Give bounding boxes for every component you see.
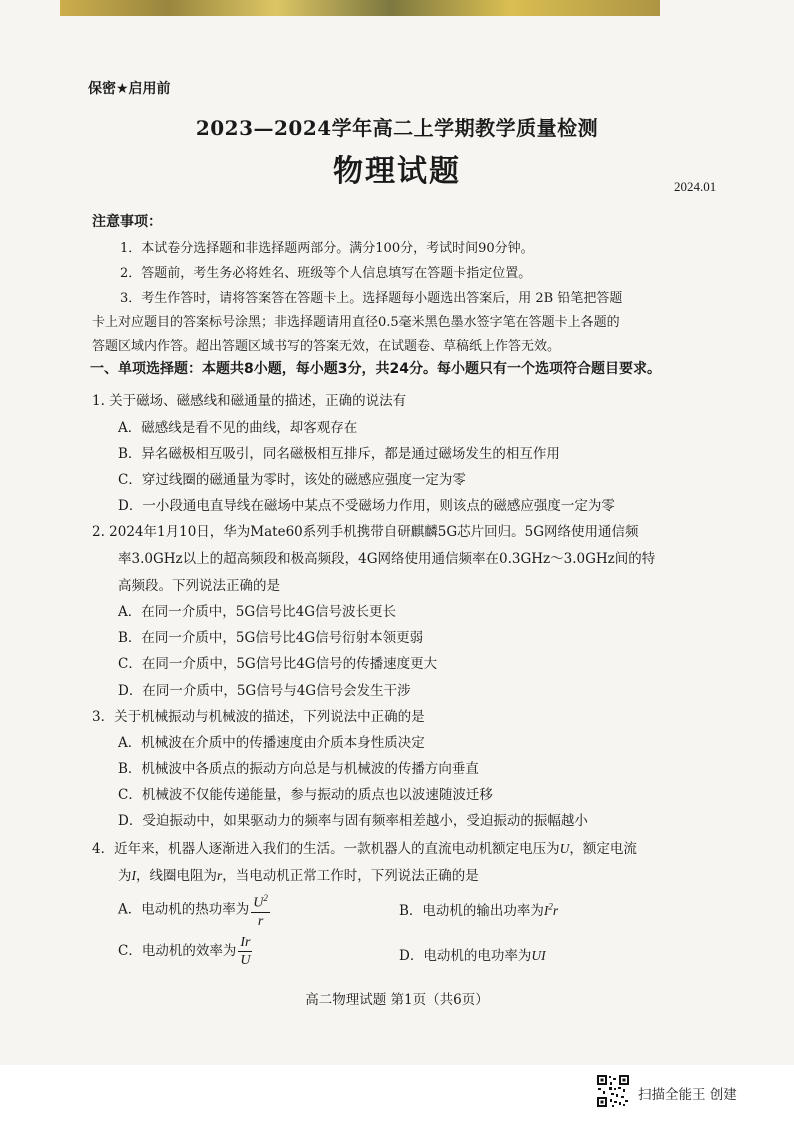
q2-option-b: B．在同一介质中，5G信号比4G信号衍射本领更弱: [118, 630, 424, 646]
notice-line-2: 2．答题前，考生务必将姓名、班级等个人信息填写在答题卡指定位置。: [120, 266, 532, 281]
q4-option-c: [118, 934, 252, 969]
q4-option-c-denominator: U: [240, 953, 251, 968]
q4-option-d-text: D．电动机的电功率为: [399, 948, 532, 964]
q4-option-d: [399, 944, 546, 964]
q3-option-a: A．机械波在介质中的传播速度由介质本身性质决定: [118, 735, 425, 751]
q4-option-a-denominator: r: [257, 913, 264, 929]
q4-option-b-exponent: 2: [548, 901, 553, 912]
q4-symbol-i: I: [131, 868, 136, 883]
q4-option-d-expr: UI: [531, 948, 546, 963]
q4-stem-text-2: ，额定电流: [569, 841, 637, 857]
q4-option-c-text: C．电动机的效率为: [118, 943, 237, 959]
notice-heading: 注意事项：: [92, 214, 162, 230]
notice-line-3: 3．考生作答时，请将答案答在答题卡上。选择题每小题选出答案后，用 2B 铅笔把答题: [120, 291, 623, 306]
q2-option-c: C．在同一介质中，5G信号比4G信号的传播速度更大: [118, 656, 438, 672]
scan-edge-strip: [60, 0, 660, 16]
q3-option-d: D．受迫振动中，如果驱动力的频率与固有频率相差越小，受迫振动的振幅越小: [118, 813, 588, 829]
q3-option-c: C．机械波不仅能传递能量，参与振动的质点也以波速随波迁移: [118, 787, 493, 803]
q4-stem-text-5: ，当电动机正常工作时，下列说法正确的是: [222, 868, 479, 884]
q2-stem-line-2: 率3.0GHz以上的超高频段和极高频段，4G网络使用通信频率在0.3GHz～3.0GHz间的特: [118, 551, 656, 567]
q1-option-c: C．穿过线圈的磁通量为零时，该处的磁感应强度一定为零: [118, 472, 466, 488]
q3-stem: 3．关于机械振动与机械波的描述，下列说法中正确的是: [92, 709, 425, 725]
q4-symbol-r: r: [217, 868, 223, 883]
exam-title: 2023—2024学年高二上学期教学质量检测: [195, 116, 599, 140]
q4-stem-line-1: [92, 837, 637, 857]
subject-title: 物理试题: [333, 154, 461, 189]
q4-option-a-text: A．电动机的热功率为: [118, 901, 250, 918]
q4-option-a: [118, 890, 270, 930]
q4-option-b-tail: r: [552, 903, 559, 918]
q4-option-a-numerator: U: [253, 895, 264, 911]
q2-stem-line-1: 2. 2024年1月10日，华为Mate60系列手机携带自研麒麟5G芯片回归。5G网络使用通信频: [92, 524, 639, 540]
q4-option-b-text: B．电动机的输出功率为: [399, 903, 544, 919]
q4-symbol-u: U: [559, 841, 570, 856]
q4-option-b: [399, 899, 558, 919]
section-heading: 一、单项选择题：本题共8小题，每小题3分，共24分。每小题只有一个选项符合题目要求。: [90, 361, 661, 377]
q2-option-a: A．在同一介质中，5G信号比4G信号波长更长: [118, 604, 396, 620]
notice-line-1: 1．本试卷分选择题和非选择题两部分。满分100分，考试时间90分钟。: [120, 241, 534, 256]
q4-option-a-fraction: [251, 890, 270, 930]
q4-option-c-numerator: Ir: [240, 935, 251, 950]
notice-line-5: 答题区域内作答。超出答题区域书写的答案无效，在试题卷、草稿纸上作答无效。: [92, 339, 561, 354]
q4-stem-text-3: 为: [118, 868, 132, 884]
q1-stem: 1. 关于磁场、磁感线和磁通量的描述，正确的说法有: [92, 393, 407, 409]
scanner-watermark: 扫描全能王 创建: [638, 1087, 737, 1103]
qr-code-icon: [596, 1074, 630, 1108]
q3-option-b: B．机械波中各质点的振动方向总是与机械波的传播方向垂直: [118, 761, 479, 777]
q4-option-b-base: I: [543, 903, 549, 918]
notice-line-4: 卡上对应题目的答案标号涂黑；非选择题请用直径0.5毫米黑色墨水签字笔在答题卡上各题的: [92, 315, 620, 330]
q1-option-a: A．磁感线是看不见的曲线，却客观存在: [118, 420, 358, 436]
q4-stem-line-2: [118, 864, 479, 884]
q1-option-d: D．一小段通电直导线在磁场中某点不受磁场力作用，则该点的磁感应强度一定为零: [118, 498, 615, 514]
q2-option-d: D．在同一介质中，5G信号与4G信号会发生干涉: [118, 683, 411, 699]
exam-date: 2024.01: [674, 179, 717, 194]
q4-option-a-exponent: 2: [263, 893, 268, 903]
confidential-label: 保密★启用前: [88, 81, 171, 97]
q2-stem-line-3: 高频段。下列说法正确的是: [118, 578, 280, 594]
q4-option-c-fraction: [238, 934, 252, 969]
q4-stem-text-1: 4．近年来，机器人逐渐进入我们的生活。一款机器人的直流电动机额定电压为: [92, 841, 560, 857]
q1-option-b: B．异名磁极相互吸引，同名磁极相互排斥，都是通过磁场发生的相互作用: [118, 446, 560, 462]
page-footer: 高二物理试题 第1页（共6页）: [305, 992, 489, 1008]
q4-stem-text-4: ，线圈电阻为: [136, 868, 217, 884]
